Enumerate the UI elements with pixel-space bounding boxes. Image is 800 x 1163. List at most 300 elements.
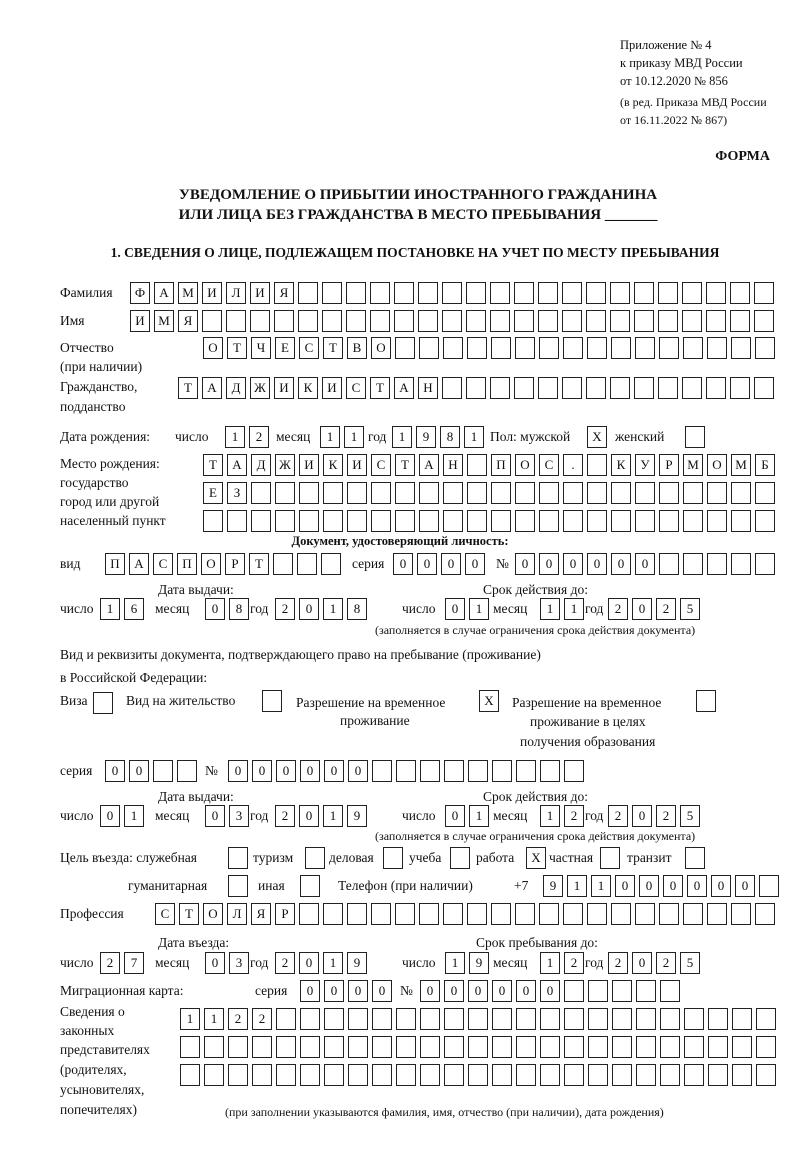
char-cell[interactable] [611,337,631,359]
char-cell[interactable]: 9 [347,805,367,827]
char-cell[interactable] [707,903,727,925]
char-cell[interactable] [658,310,678,332]
char-cell[interactable] [372,1008,392,1030]
char-cell[interactable] [444,1036,464,1058]
field-visa[interactable] [93,692,113,714]
char-cell[interactable]: 1 [469,598,489,620]
char-cell[interactable]: О [203,903,223,925]
char-cell[interactable]: С [539,454,559,476]
char-cell[interactable] [322,282,342,304]
char-cell[interactable]: Д [226,377,246,399]
char-cell[interactable]: 0 [100,805,120,827]
char-cell[interactable]: 0 [105,760,125,782]
char-cell[interactable]: 2 [252,1008,272,1030]
char-cell[interactable]: О [203,337,223,359]
char-cell[interactable] [707,337,727,359]
field-entry-year[interactable] [275,952,367,974]
char-cell[interactable] [468,1064,488,1086]
char-cell[interactable] [276,1064,296,1086]
char-cell[interactable] [347,482,367,504]
char-cell[interactable]: 0 [205,598,225,620]
char-cell[interactable] [228,1036,248,1058]
char-cell[interactable]: 0 [205,805,225,827]
char-cell[interactable]: Я [251,903,271,925]
char-cell[interactable] [204,1036,224,1058]
char-cell[interactable] [324,1036,344,1058]
char-cell[interactable] [539,337,559,359]
char-cell[interactable]: 1 [464,426,484,448]
char-cell[interactable] [540,1008,560,1030]
field-trp[interactable] [479,690,499,712]
char-cell[interactable]: 0 [615,875,635,897]
char-cell[interactable] [442,310,462,332]
char-cell[interactable] [419,482,439,504]
char-cell[interactable] [754,282,774,304]
char-cell[interactable] [759,875,779,897]
char-cell[interactable] [396,1064,416,1086]
char-cell[interactable] [420,1008,440,1030]
char-cell[interactable] [660,1008,680,1030]
field-right-valid-day[interactable] [445,805,489,827]
char-cell[interactable]: А [419,454,439,476]
field-entry-day[interactable] [100,952,144,974]
char-cell[interactable]: 0 [663,875,683,897]
char-cell[interactable] [755,903,775,925]
char-cell[interactable]: 0 [445,805,465,827]
char-cell[interactable] [564,980,584,1002]
char-cell[interactable] [756,1008,776,1030]
char-cell[interactable] [275,510,295,532]
char-cell[interactable]: Д [251,454,271,476]
char-cell[interactable] [610,377,630,399]
char-cell[interactable] [708,1036,728,1058]
char-cell[interactable] [708,1064,728,1086]
char-cell[interactable] [586,282,606,304]
char-cell[interactable]: Т [323,337,343,359]
char-cell[interactable] [706,377,726,399]
field-doc-issue-month[interactable] [205,598,249,620]
char-cell[interactable]: 9 [347,952,367,974]
char-cell[interactable] [635,903,655,925]
char-cell[interactable]: 1 [180,1008,200,1030]
char-cell[interactable]: И [274,377,294,399]
char-cell[interactable] [299,903,319,925]
char-cell[interactable] [538,282,558,304]
field-female[interactable] [685,426,705,448]
char-cell[interactable] [611,903,631,925]
char-cell[interactable]: 5 [680,805,700,827]
char-cell[interactable] [180,1064,200,1086]
char-cell[interactable] [371,510,391,532]
char-cell[interactable]: И [250,282,270,304]
char-cell[interactable]: 2 [564,805,584,827]
field-mc-number[interactable] [420,980,680,1002]
char-cell[interactable]: П [105,553,125,575]
char-cell[interactable]: 0 [300,980,320,1002]
char-cell[interactable] [660,980,680,1002]
char-cell[interactable]: С [346,377,366,399]
char-cell[interactable]: 0 [516,980,536,1002]
char-cell[interactable]: 9 [416,426,436,448]
char-cell[interactable]: 2 [564,952,584,974]
char-cell[interactable] [490,282,510,304]
char-cell[interactable] [707,482,727,504]
char-cell[interactable]: В [347,337,367,359]
char-cell[interactable] [347,510,367,532]
char-cell[interactable] [731,337,751,359]
char-cell[interactable]: 0 [228,760,248,782]
char-cell[interactable]: 0 [252,760,272,782]
char-cell[interactable] [490,310,510,332]
field-right-number[interactable] [228,760,584,782]
char-cell[interactable]: 9 [543,875,563,897]
char-cell[interactable] [587,337,607,359]
checkbox[interactable]: X [526,847,546,869]
char-cell[interactable]: С [299,337,319,359]
field-doc-number[interactable] [515,553,775,575]
char-cell[interactable] [418,310,438,332]
char-cell[interactable] [515,903,535,925]
char-cell[interactable]: А [154,282,174,304]
char-cell[interactable] [468,1008,488,1030]
char-cell[interactable] [180,1036,200,1058]
char-cell[interactable]: И [347,454,367,476]
char-cell[interactable]: С [155,903,175,925]
char-cell[interactable] [395,482,415,504]
char-cell[interactable]: 0 [324,760,344,782]
char-cell[interactable] [586,310,606,332]
char-cell[interactable] [297,553,317,575]
char-cell[interactable] [636,1064,656,1086]
char-cell[interactable]: Р [659,454,679,476]
char-cell[interactable]: 2 [228,1008,248,1030]
char-cell[interactable] [203,510,223,532]
char-cell[interactable] [492,1064,512,1086]
char-cell[interactable] [347,903,367,925]
checkbox[interactable] [685,847,705,869]
char-cell[interactable] [346,282,366,304]
field-stay-month[interactable] [540,952,584,974]
field-stay-year[interactable] [608,952,700,974]
char-cell[interactable]: 1 [445,952,465,974]
field-doc-issue-year[interactable] [275,598,367,620]
char-cell[interactable] [348,1008,368,1030]
char-cell[interactable] [540,760,560,782]
char-cell[interactable] [732,1036,752,1058]
char-cell[interactable]: Т [227,337,247,359]
char-cell[interactable]: 3 [229,805,249,827]
char-cell[interactable] [468,760,488,782]
char-cell[interactable]: М [178,282,198,304]
char-cell[interactable] [252,1064,272,1086]
char-cell[interactable] [396,1036,416,1058]
char-cell[interactable] [564,760,584,782]
field-p-humanitarian[interactable] [228,875,248,897]
char-cell[interactable]: 1 [344,426,364,448]
char-cell[interactable] [515,482,535,504]
char-cell[interactable]: Ф [130,282,150,304]
char-cell[interactable] [636,1036,656,1058]
char-cell[interactable] [443,903,463,925]
char-cell[interactable] [634,377,654,399]
char-cell[interactable] [514,377,534,399]
char-cell[interactable] [612,1036,632,1058]
char-cell[interactable] [516,760,536,782]
char-cell[interactable] [563,337,583,359]
field-male[interactable] [587,426,607,448]
char-cell[interactable]: 0 [639,875,659,897]
field-birth-year[interactable] [392,426,484,448]
char-cell[interactable] [300,1036,320,1058]
char-cell[interactable] [588,1008,608,1030]
char-cell[interactable]: И [202,282,222,304]
char-cell[interactable]: 0 [129,760,149,782]
char-cell[interactable] [442,282,462,304]
field-right-issue-day[interactable] [100,805,144,827]
field-reps3[interactable] [180,1064,776,1086]
char-cell[interactable] [322,310,342,332]
field-doc-valid-year[interactable] [608,598,700,620]
char-cell[interactable]: 5 [680,598,700,620]
char-cell[interactable]: 1 [204,1008,224,1030]
char-cell[interactable] [683,337,703,359]
char-cell[interactable] [732,1008,752,1030]
char-cell[interactable] [587,482,607,504]
char-cell[interactable]: 0 [465,553,485,575]
char-cell[interactable]: 2 [656,805,676,827]
char-cell[interactable] [323,510,343,532]
char-cell[interactable] [540,1064,560,1086]
checkbox[interactable]: X [479,690,499,712]
char-cell[interactable]: Л [226,282,246,304]
char-cell[interactable]: 0 [635,553,655,575]
char-cell[interactable] [612,1008,632,1030]
char-cell[interactable] [491,510,511,532]
char-cell[interactable]: 1 [540,598,560,620]
char-cell[interactable]: О [515,454,535,476]
char-cell[interactable] [324,1008,344,1030]
char-cell[interactable] [755,482,775,504]
char-cell[interactable] [515,337,535,359]
field-stay-day[interactable] [445,952,489,974]
char-cell[interactable]: 0 [300,760,320,782]
char-cell[interactable] [300,1008,320,1030]
char-cell[interactable]: 0 [632,952,652,974]
char-cell[interactable] [467,454,487,476]
char-cell[interactable] [491,337,511,359]
char-cell[interactable] [396,760,416,782]
char-cell[interactable]: 1 [540,952,560,974]
char-cell[interactable] [298,310,318,332]
char-cell[interactable] [466,377,486,399]
field-p-official[interactable] [228,847,248,869]
char-cell[interactable] [683,553,703,575]
char-cell[interactable] [682,282,702,304]
char-cell[interactable] [684,1036,704,1058]
char-cell[interactable]: 1 [100,598,120,620]
char-cell[interactable] [515,510,535,532]
char-cell[interactable]: А [129,553,149,575]
char-cell[interactable] [610,282,630,304]
char-cell[interactable] [492,760,512,782]
char-cell[interactable] [732,1064,752,1086]
field-birth-month[interactable] [320,426,364,448]
char-cell[interactable]: А [202,377,222,399]
char-cell[interactable]: И [299,454,319,476]
char-cell[interactable] [420,760,440,782]
char-cell[interactable]: 2 [608,805,628,827]
char-cell[interactable]: С [153,553,173,575]
char-cell[interactable]: О [707,454,727,476]
char-cell[interactable]: Р [275,903,295,925]
char-cell[interactable]: Ж [275,454,295,476]
field-right-series[interactable] [105,760,197,782]
char-cell[interactable]: 0 [587,553,607,575]
char-cell[interactable] [443,482,463,504]
char-cell[interactable] [227,510,247,532]
char-cell[interactable] [419,337,439,359]
checkbox[interactable] [228,847,248,869]
checkbox[interactable] [450,847,470,869]
checkbox[interactable] [305,847,325,869]
char-cell[interactable] [539,903,559,925]
char-cell[interactable]: Т [249,553,269,575]
char-cell[interactable] [276,1036,296,1058]
char-cell[interactable] [683,510,703,532]
char-cell[interactable]: 2 [249,426,269,448]
char-cell[interactable] [730,282,750,304]
field-doc-valid-day[interactable] [445,598,489,620]
char-cell[interactable]: 0 [445,598,465,620]
char-cell[interactable]: 0 [417,553,437,575]
char-cell[interactable] [348,1036,368,1058]
char-cell[interactable] [324,1064,344,1086]
char-cell[interactable] [755,553,775,575]
char-cell[interactable] [660,1064,680,1086]
char-cell[interactable]: 1 [323,598,343,620]
char-cell[interactable] [610,310,630,332]
char-cell[interactable] [611,510,631,532]
char-cell[interactable] [658,377,678,399]
char-cell[interactable] [660,1036,680,1058]
char-cell[interactable] [538,377,558,399]
field-mc-series[interactable] [300,980,392,1002]
char-cell[interactable] [276,1008,296,1030]
char-cell[interactable]: Ж [250,377,270,399]
char-cell[interactable]: Т [179,903,199,925]
char-cell[interactable]: М [154,310,174,332]
char-cell[interactable]: А [394,377,414,399]
char-cell[interactable]: Н [418,377,438,399]
char-cell[interactable] [466,282,486,304]
char-cell[interactable] [708,1008,728,1030]
char-cell[interactable] [755,337,775,359]
char-cell[interactable]: Р [225,553,245,575]
char-cell[interactable]: У [635,454,655,476]
char-cell[interactable] [683,482,703,504]
char-cell[interactable] [491,482,511,504]
char-cell[interactable]: 0 [299,598,319,620]
field-p-business[interactable] [383,847,403,869]
char-cell[interactable] [395,510,415,532]
char-cell[interactable]: 2 [100,952,120,974]
char-cell[interactable] [539,482,559,504]
char-cell[interactable]: 8 [347,598,367,620]
char-cell[interactable]: 0 [515,553,535,575]
char-cell[interactable]: Е [203,482,223,504]
char-cell[interactable]: Т [178,377,198,399]
field-trp-edu[interactable] [696,690,716,712]
char-cell[interactable] [682,310,702,332]
char-cell[interactable] [659,510,679,532]
char-cell[interactable]: 2 [656,598,676,620]
char-cell[interactable] [612,1064,632,1086]
char-cell[interactable]: 0 [611,553,631,575]
char-cell[interactable]: 0 [632,805,652,827]
char-cell[interactable] [562,377,582,399]
char-cell[interactable]: 0 [393,553,413,575]
char-cell[interactable] [273,553,293,575]
char-cell[interactable] [731,482,751,504]
char-cell[interactable]: 0 [299,805,319,827]
char-cell[interactable] [587,903,607,925]
char-cell[interactable] [659,553,679,575]
char-cell[interactable]: 2 [656,952,676,974]
char-cell[interactable] [298,282,318,304]
field-birthplace2[interactable] [203,482,775,504]
char-cell[interactable]: 0 [735,875,755,897]
char-cell[interactable]: 0 [540,980,560,1002]
char-cell[interactable]: 8 [229,598,249,620]
char-cell[interactable] [564,1064,584,1086]
char-cell[interactable] [588,1064,608,1086]
field-right-valid-month[interactable] [540,805,584,827]
field-patronymic[interactable] [203,337,775,359]
checkbox[interactable] [93,692,113,714]
char-cell[interactable]: 3 [229,952,249,974]
char-cell[interactable] [562,282,582,304]
checkbox[interactable] [696,690,716,712]
field-reps2[interactable] [180,1036,776,1058]
char-cell[interactable] [539,510,559,532]
checkbox[interactable] [262,690,282,712]
char-cell[interactable]: 2 [275,805,295,827]
char-cell[interactable]: 1 [323,952,343,974]
char-cell[interactable]: П [177,553,197,575]
char-cell[interactable] [540,1036,560,1058]
char-cell[interactable]: 0 [372,980,392,1002]
char-cell[interactable] [563,510,583,532]
char-cell[interactable]: 1 [540,805,560,827]
char-cell[interactable] [442,377,462,399]
char-cell[interactable]: 8 [440,426,460,448]
char-cell[interactable]: Т [370,377,390,399]
char-cell[interactable] [419,510,439,532]
char-cell[interactable]: 1 [469,805,489,827]
char-cell[interactable] [226,310,246,332]
char-cell[interactable]: З [227,482,247,504]
char-cell[interactable]: М [683,454,703,476]
char-cell[interactable]: 1 [392,426,412,448]
char-cell[interactable]: Ч [251,337,271,359]
char-cell[interactable] [563,903,583,925]
char-cell[interactable]: 0 [348,980,368,1002]
char-cell[interactable] [636,980,656,1002]
field-p-other[interactable] [300,875,320,897]
field-name[interactable] [130,310,774,332]
char-cell[interactable] [587,510,607,532]
char-cell[interactable] [754,310,774,332]
